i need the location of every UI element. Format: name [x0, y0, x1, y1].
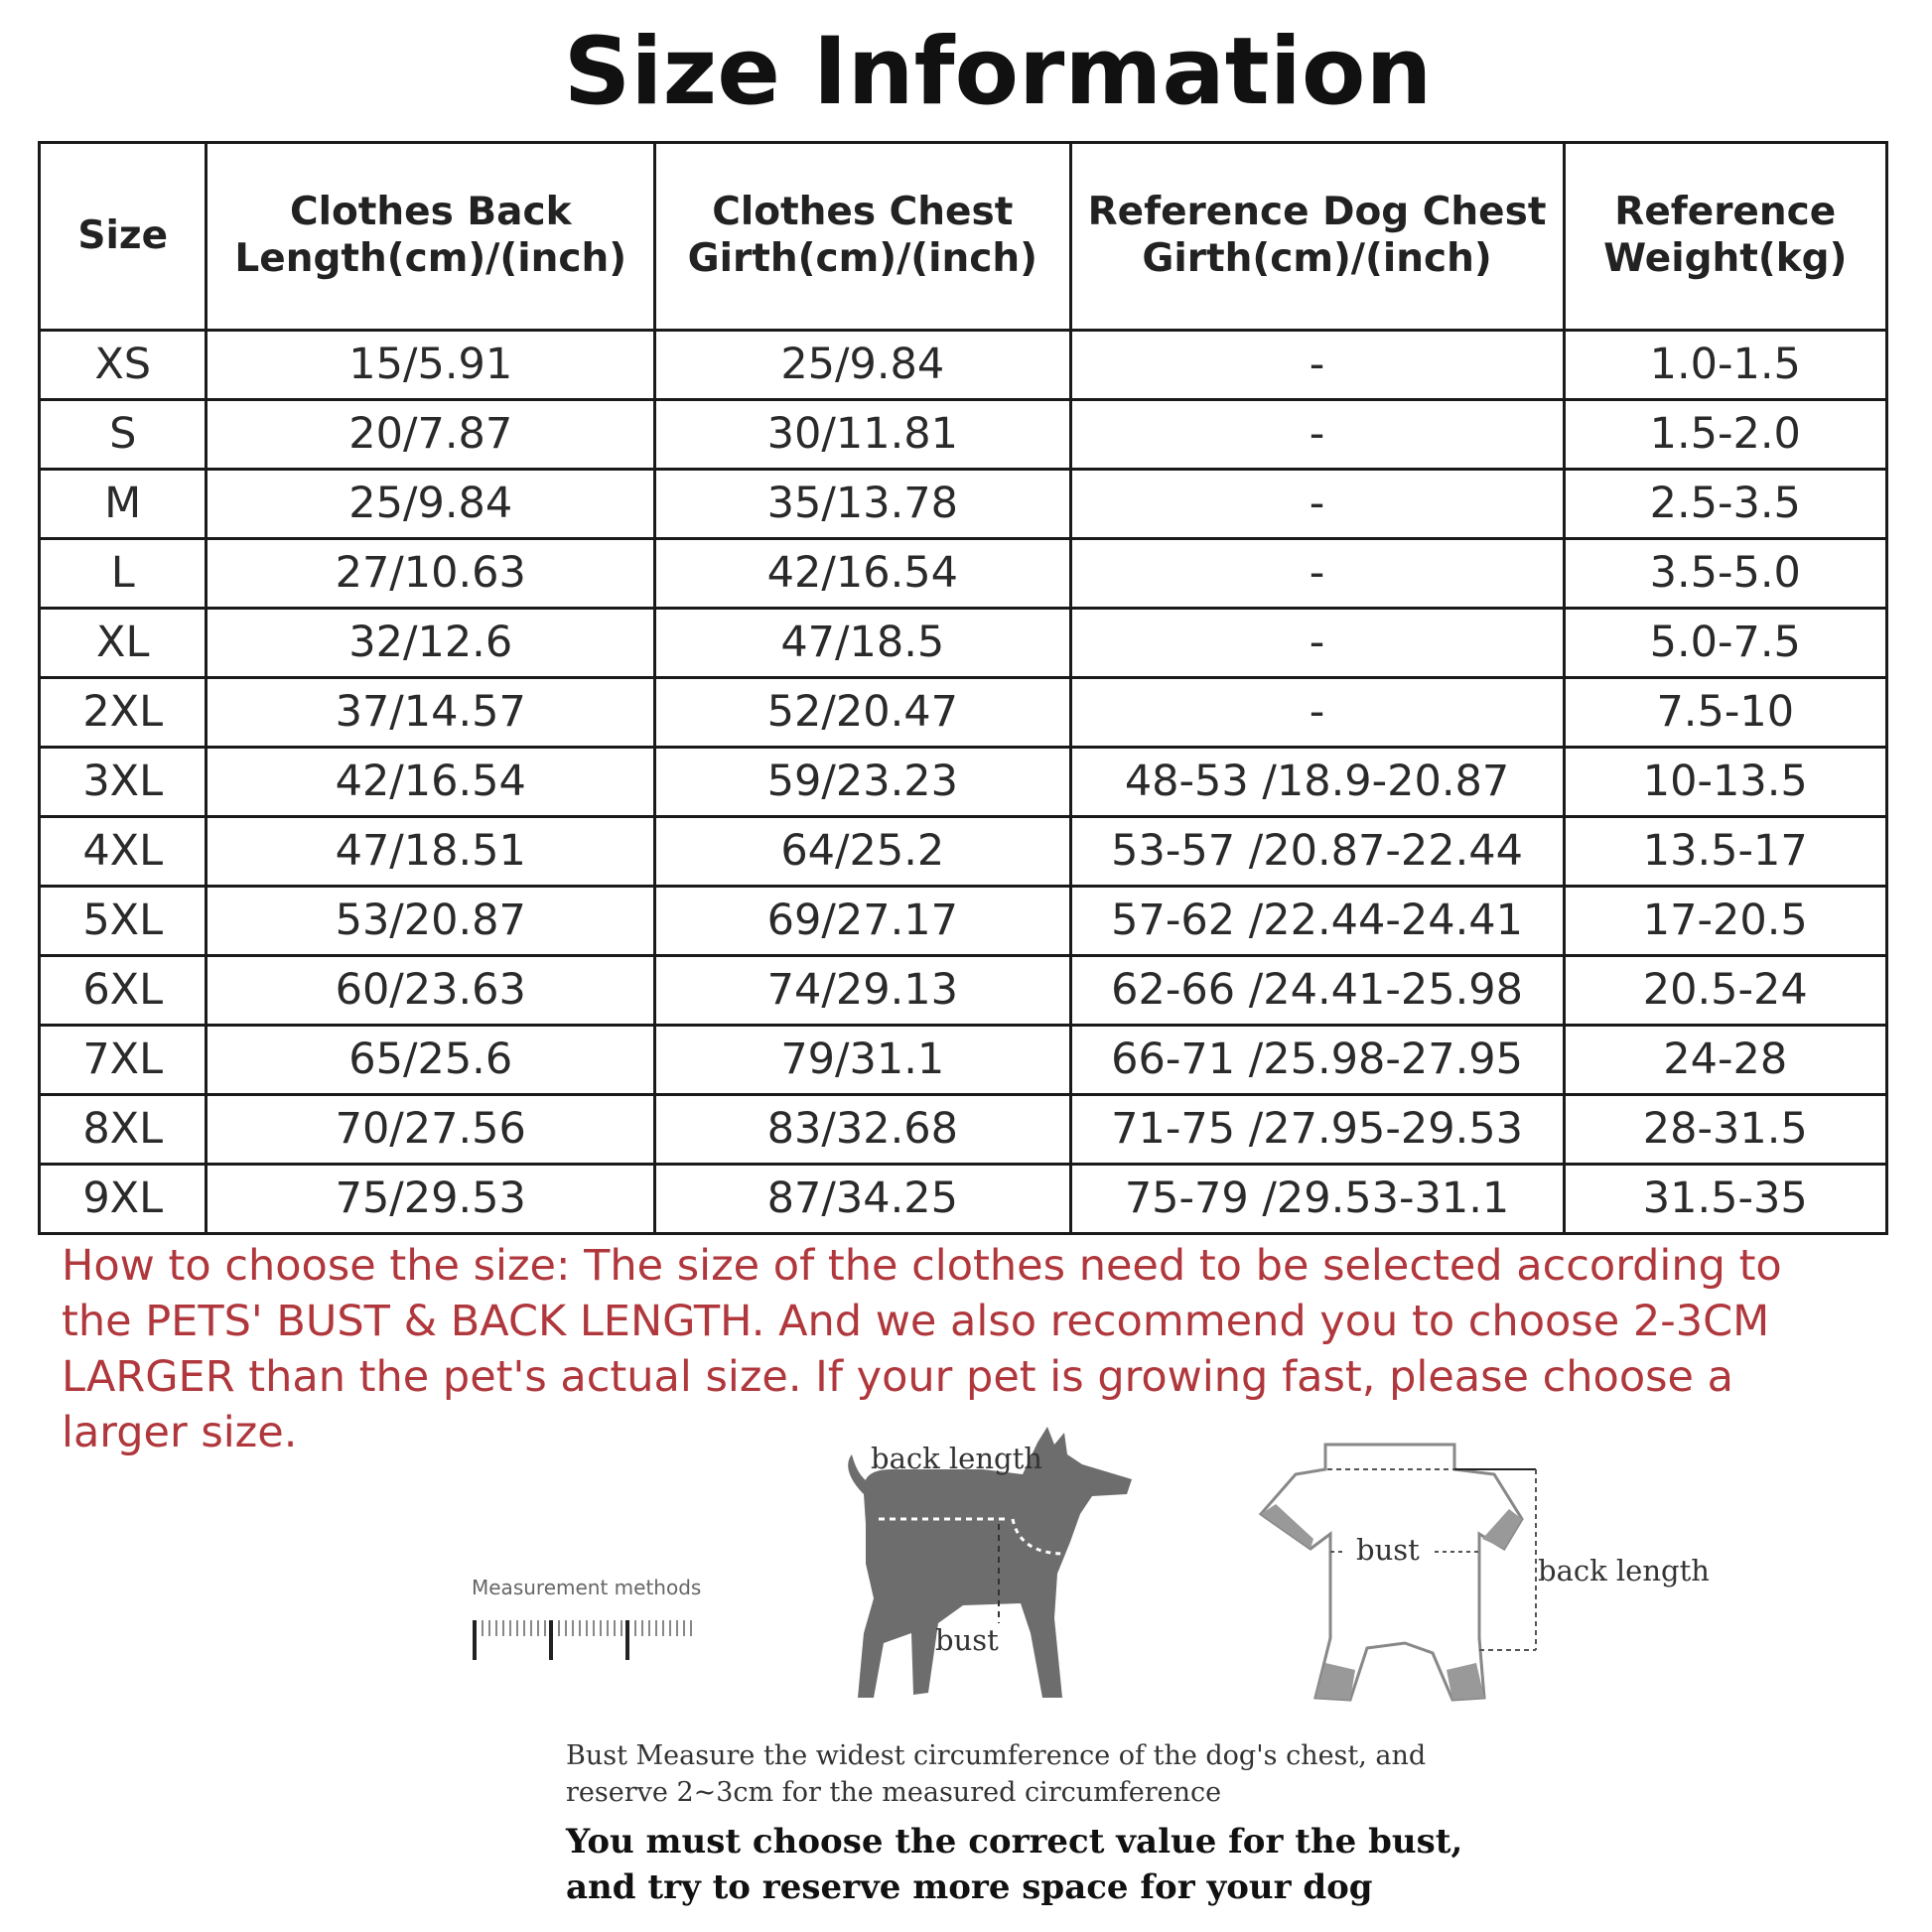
table-row: [40, 956, 1887, 1026]
table-cell: M: [40, 470, 207, 539]
table-cell: 48-53 /18.9-20.87: [1070, 748, 1564, 817]
table-cell: 8XL: [40, 1095, 207, 1165]
table-cell: 24-28: [1564, 1026, 1886, 1095]
table-cell: 30/11.81: [655, 400, 1071, 470]
table-cell: 42/16.54: [655, 539, 1071, 609]
dog-bust-label: bust: [935, 1623, 999, 1657]
table-cell: 10-13.5: [1564, 748, 1886, 817]
table-cell: 2XL: [40, 678, 207, 748]
table-cell: 53/20.87: [207, 887, 655, 956]
table-cell: 65/25.6: [207, 1026, 655, 1095]
table-cell: -: [1070, 470, 1564, 539]
table-cell: 66-71 /25.98-27.95: [1070, 1026, 1564, 1095]
table-cell: 28-31.5: [1564, 1095, 1886, 1165]
header-line: Clothes Chest: [712, 190, 1014, 235]
table-cell: 53-57 /20.87-22.44: [1070, 817, 1564, 887]
table-cell: 83/32.68: [655, 1095, 1071, 1165]
table-cell: 7XL: [40, 1026, 207, 1095]
table-cell: 69/27.17: [655, 887, 1071, 956]
header-line: Girth(cm)/(inch): [1142, 236, 1492, 281]
warning-line: You must choose the correct value for the bust,: [566, 1822, 1463, 1862]
dog-back-length-label: back length: [871, 1442, 1042, 1475]
ruler-icon: [472, 1614, 700, 1662]
table-cell: L: [40, 539, 207, 609]
table-row: [40, 887, 1887, 956]
table-cell: 75-79 /29.53-31.1: [1070, 1165, 1564, 1234]
table-cell: S: [40, 400, 207, 470]
table-cell: -: [1070, 539, 1564, 609]
header-weight: [1564, 143, 1886, 331]
table-cell: 9XL: [40, 1165, 207, 1234]
bust-instructions: [566, 1737, 1426, 1811]
table-cell: 2.5-3.5: [1564, 470, 1886, 539]
table-row: [40, 609, 1887, 678]
table-row: [40, 1095, 1887, 1165]
page-title: Size Information: [563, 18, 1433, 126]
table-cell: 25/9.84: [655, 331, 1071, 400]
header-line: Reference Dog Chest: [1087, 190, 1547, 235]
header-size: [40, 143, 207, 331]
header-line: Size: [77, 212, 169, 258]
table-row: [40, 1026, 1887, 1095]
table-row: [40, 748, 1887, 817]
table-cell: 47/18.5: [655, 609, 1071, 678]
table-cell: 75/29.53: [207, 1165, 655, 1234]
table-cell: 52/20.47: [655, 678, 1071, 748]
table-cell: 5XL: [40, 887, 207, 956]
table-row: [40, 539, 1887, 609]
table-cell: 1.5-2.0: [1564, 400, 1886, 470]
notice-line: larger size.: [62, 1408, 298, 1457]
table-cell: 70/27.56: [207, 1095, 655, 1165]
table-cell: 35/13.78: [655, 470, 1071, 539]
notice-line: the PETS' BUST & BACK LENGTH. And we also recommend you to choose 2-3CM: [62, 1297, 1770, 1346]
table-row: [40, 470, 1887, 539]
table-cell: 4XL: [40, 817, 207, 887]
table-cell: 6XL: [40, 956, 207, 1026]
header-dog-chest-girth: [1070, 143, 1564, 331]
table-row: [40, 817, 1887, 887]
header-line: Reference: [1614, 190, 1837, 235]
header-line: Weight(kg): [1603, 236, 1848, 281]
table-cell: -: [1070, 400, 1564, 470]
table-cell: -: [1070, 609, 1564, 678]
table-cell: 7.5-10: [1564, 678, 1886, 748]
table-cell: 71-75 /27.95-29.53: [1070, 1095, 1564, 1165]
table-row: [40, 331, 1887, 400]
table-cell: 27/10.63: [207, 539, 655, 609]
table-cell: 5.0-7.5: [1564, 609, 1886, 678]
header-line: Clothes Back: [289, 190, 572, 235]
header-chest-girth: [655, 143, 1071, 331]
ruler-label: Measurement methods: [472, 1576, 702, 1599]
header-back-length: [207, 143, 655, 331]
instruction-line: reserve 2~3cm for the measured circumference: [566, 1777, 1222, 1808]
table-row: [40, 400, 1887, 470]
header-line: Girth(cm)/(inch): [687, 236, 1037, 281]
header-line: Length(cm)/(inch): [234, 236, 627, 281]
table-row: [40, 1165, 1887, 1234]
table-cell: XS: [40, 331, 207, 400]
table-cell: 64/25.2: [655, 817, 1071, 887]
size-table: [38, 141, 1888, 1235]
table-cell: -: [1070, 678, 1564, 748]
table-cell: 20.5-24: [1564, 956, 1886, 1026]
instruction-line: Bust Measure the widest circumference of the dog's chest, and: [566, 1740, 1427, 1771]
clothes-bust-label: bust: [1356, 1533, 1420, 1567]
table-cell: 74/29.13: [655, 956, 1071, 1026]
warning-line: and try to reserve more space for your dog: [566, 1867, 1373, 1907]
notice-line: LARGER than the pet's actual size. If your pet is growing fast, please choose a: [62, 1352, 1734, 1402]
notice-line: How to choose the size: The size of the clothes need to be selected according to: [62, 1241, 1782, 1291]
table-cell: 3.5-5.0: [1564, 539, 1886, 609]
table-cell: 42/16.54: [207, 748, 655, 817]
bust-warning: [566, 1819, 1462, 1910]
table-cell: 57-62 /22.44-24.41: [1070, 887, 1564, 956]
table-cell: 32/12.6: [207, 609, 655, 678]
table-cell: 79/31.1: [655, 1026, 1071, 1095]
clothes-back-length-label: back length: [1538, 1554, 1710, 1587]
table-cell: 62-66 /24.41-25.98: [1070, 956, 1564, 1026]
table-cell: 47/18.51: [207, 817, 655, 887]
table-cell: 3XL: [40, 748, 207, 817]
table-cell: 1.0-1.5: [1564, 331, 1886, 400]
table-cell: 87/34.25: [655, 1165, 1071, 1234]
table-cell: 37/14.57: [207, 678, 655, 748]
table-cell: 31.5-35: [1564, 1165, 1886, 1234]
table-cell: 25/9.84: [207, 470, 655, 539]
table-cell: 60/23.63: [207, 956, 655, 1026]
table-cell: 17-20.5: [1564, 887, 1886, 956]
pet-clothes-icon: [1256, 1440, 1554, 1708]
table-cell: 15/5.91: [207, 331, 655, 400]
table-cell: -: [1070, 331, 1564, 400]
table-cell: 59/23.23: [655, 748, 1071, 817]
table-cell: 20/7.87: [207, 400, 655, 470]
table-row: [40, 678, 1887, 748]
table-header-row: [40, 143, 1887, 331]
table-cell: 13.5-17: [1564, 817, 1886, 887]
table-cell: XL: [40, 609, 207, 678]
